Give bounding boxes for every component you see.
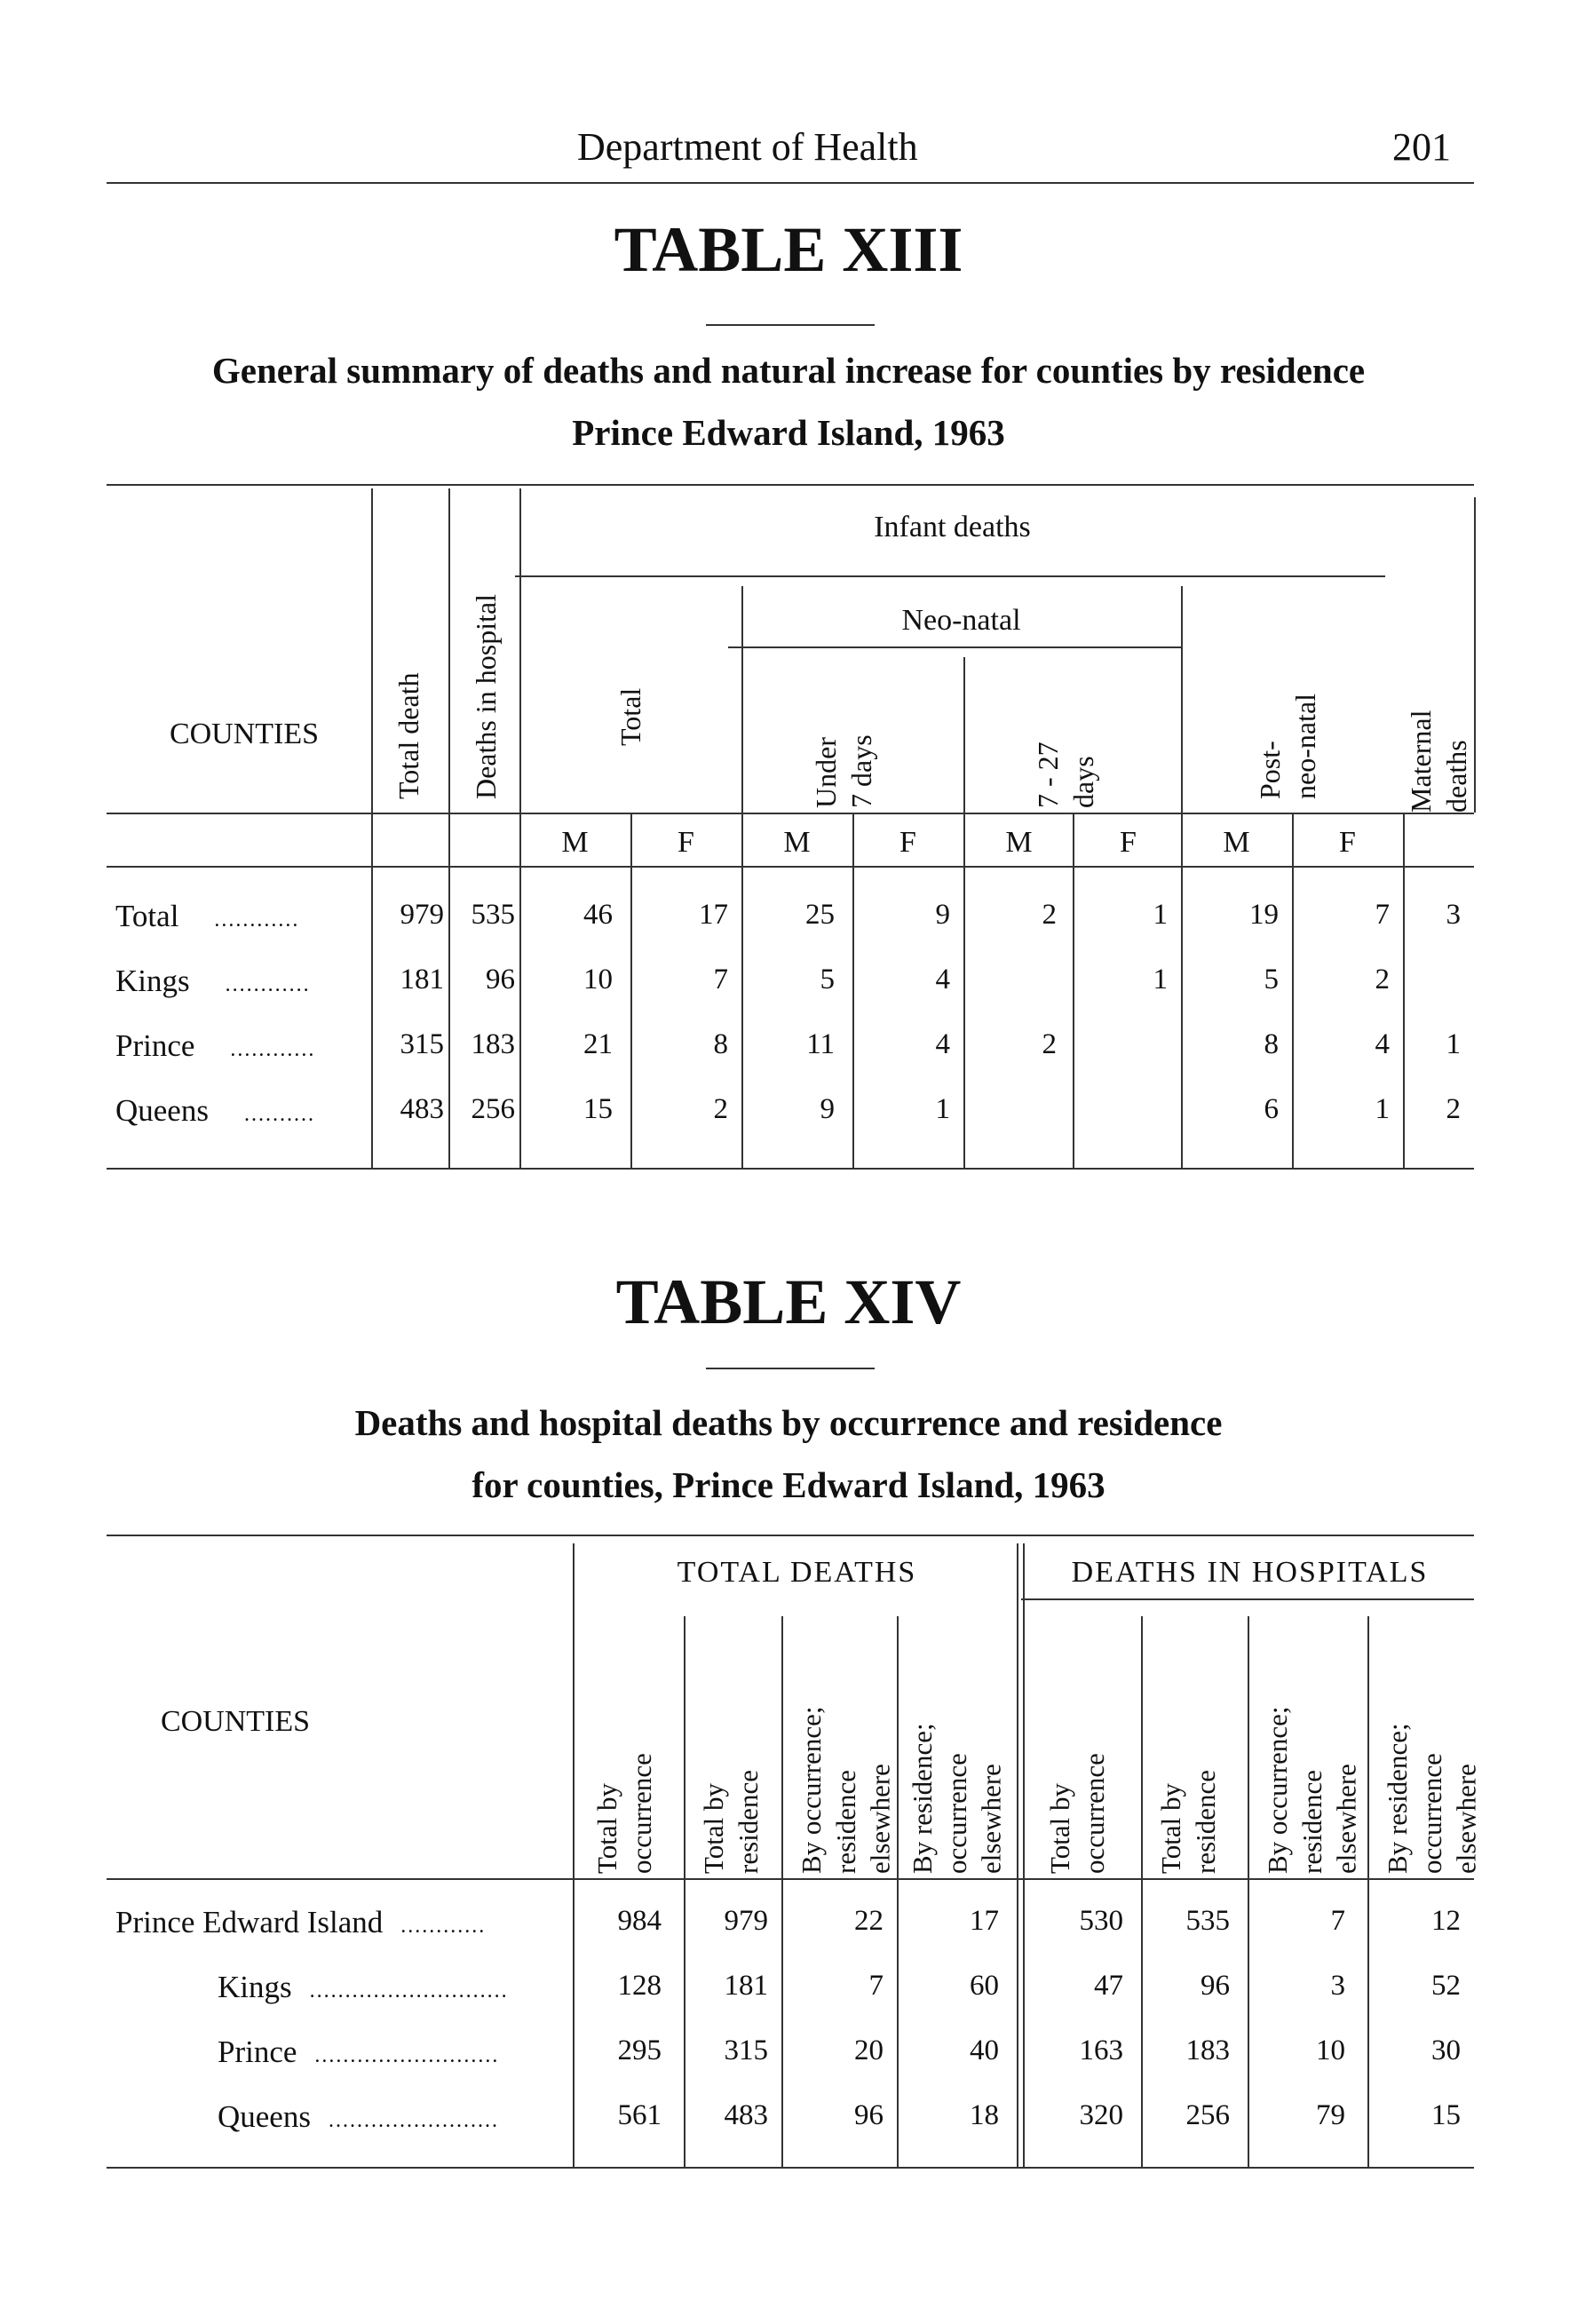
table13-col-7-27: 7 - 27 days bbox=[1032, 742, 1099, 808]
table14-counties-header: COUNTIES bbox=[160, 1705, 311, 1738]
table13-col-under7: Under 7 days bbox=[810, 734, 877, 808]
table-row-label bbox=[218, 1970, 509, 2005]
table-cell: 10 bbox=[1316, 2034, 1345, 2066]
table-cell: 18 bbox=[970, 2099, 999, 2131]
table13-infant-deaths-header: Infant deaths bbox=[874, 511, 1031, 543]
table-cell: 535 bbox=[1185, 1905, 1230, 1937]
table-cell: 40 bbox=[970, 2034, 999, 2066]
table-cell: 8 bbox=[1264, 1028, 1279, 1060]
table13-neonatal-rule bbox=[728, 646, 1181, 648]
table14-column-header: By occurrence; residence elsewhere bbox=[1262, 1706, 1362, 1874]
table-cell: 295 bbox=[617, 2034, 662, 2066]
leader-dots: .......... bbox=[243, 1103, 315, 1126]
table-cell: 2 bbox=[1042, 899, 1057, 931]
table-cell: 2 bbox=[1375, 964, 1390, 995]
table-cell: 3 bbox=[1446, 899, 1461, 931]
table13-sex-label: F bbox=[1339, 826, 1356, 859]
table-cell: 1 bbox=[1375, 1093, 1390, 1125]
table13-col-maternal: Maternal deaths bbox=[1405, 710, 1472, 813]
table13-sex-label: M bbox=[783, 826, 811, 859]
table-cell: 7 bbox=[1375, 899, 1390, 931]
table-cell: 183 bbox=[471, 1028, 515, 1060]
table-cell: 984 bbox=[617, 1905, 662, 1937]
table-cell: 25 bbox=[805, 899, 835, 931]
table-row-label bbox=[115, 1028, 315, 1064]
table14-column-header: Total by residence bbox=[1155, 1769, 1221, 1874]
running-title: Department of Health bbox=[577, 125, 918, 169]
table13-bottom-rule bbox=[107, 1168, 1474, 1170]
table-cell: 15 bbox=[1431, 2099, 1461, 2131]
table13-sex-label: F bbox=[1120, 826, 1137, 859]
table-cell: 8 bbox=[713, 1028, 728, 1060]
table13-caption-line2: Prince Edward Island, 1963 bbox=[572, 412, 1005, 453]
county-name: Prince bbox=[115, 1028, 195, 1063]
page-number: 201 bbox=[1392, 125, 1451, 169]
table-cell: 96 bbox=[1201, 1970, 1230, 2002]
table-cell: 163 bbox=[1079, 2034, 1123, 2066]
table-cell: 7 bbox=[868, 1970, 884, 2002]
table14-column-header: Total by occurrence bbox=[591, 1753, 657, 1874]
table-row-label bbox=[115, 1905, 486, 1940]
table13-sex-label: F bbox=[899, 826, 916, 859]
table-cell: 1 bbox=[1446, 1028, 1461, 1060]
table-cell: 979 bbox=[400, 899, 444, 931]
table-row-label bbox=[115, 899, 299, 934]
table13-title: TABLE XIII bbox=[614, 214, 963, 285]
table14-caption-line2: for counties, Prince Edward Island, 1963 bbox=[472, 1464, 1105, 1505]
table14-header-bottom-rule bbox=[107, 1878, 1474, 1880]
table14-title-rule bbox=[706, 1368, 875, 1369]
table14-bottom-rule bbox=[107, 2167, 1474, 2169]
table14-column-header: By residence; occurrence elsewhere bbox=[1382, 1723, 1482, 1874]
header-rule bbox=[107, 182, 1474, 184]
table-cell: 22 bbox=[854, 1905, 884, 1937]
table-cell: 2 bbox=[1042, 1028, 1057, 1060]
table-cell: 181 bbox=[400, 964, 444, 995]
table-cell: 128 bbox=[617, 1970, 662, 2002]
table13-counties-header: COUNTIES bbox=[169, 718, 320, 750]
table-cell: 535 bbox=[471, 899, 515, 931]
table-cell: 256 bbox=[471, 1093, 515, 1125]
table-cell: 4 bbox=[935, 964, 950, 995]
table-cell: 12 bbox=[1431, 1905, 1461, 1937]
table14-column-header: By occurrence; residence elsewhere bbox=[796, 1706, 896, 1874]
table-cell: 47 bbox=[1094, 1970, 1123, 2002]
leader-dots: ........................ bbox=[328, 2109, 499, 2132]
leader-dots: ............ bbox=[230, 1038, 316, 1061]
table-cell: 52 bbox=[1431, 1970, 1461, 2002]
table-cell: 96 bbox=[854, 2099, 884, 2131]
leader-dots: ............................ bbox=[309, 1979, 509, 2003]
table14-hospital-deaths-header: DEATHS IN HOSPITALS bbox=[1071, 1556, 1429, 1589]
table-cell: 17 bbox=[699, 899, 728, 931]
table-cell: 2 bbox=[1446, 1093, 1461, 1125]
table-cell: 17 bbox=[970, 1905, 999, 1937]
table13-col-deaths-hospital: Deaths in hospital bbox=[470, 593, 502, 799]
table-cell: 20 bbox=[854, 2034, 884, 2066]
leader-dots: ............ bbox=[214, 908, 300, 932]
table-cell: 7 bbox=[713, 964, 728, 995]
table13-col-total-death: Total death bbox=[392, 672, 424, 799]
table-cell: 320 bbox=[1079, 2099, 1123, 2131]
table-cell: 1 bbox=[1153, 964, 1168, 995]
table-cell: 7 bbox=[1330, 1905, 1345, 1937]
table13-header-bottom-rule bbox=[107, 813, 1474, 814]
county-name: Kings bbox=[218, 1970, 292, 2004]
table14-top-rule bbox=[107, 1535, 1474, 1536]
table13-sex-rule bbox=[107, 866, 1474, 868]
table-cell: 561 bbox=[617, 2099, 662, 2131]
table-cell: 9 bbox=[935, 899, 950, 931]
table-cell: 183 bbox=[1185, 2034, 1230, 2066]
table14-total-deaths-header: TOTAL DEATHS bbox=[677, 1556, 917, 1589]
table-cell: 96 bbox=[486, 964, 515, 995]
table-row-label bbox=[218, 2034, 499, 2070]
table13-sex-label: M bbox=[1005, 826, 1033, 859]
table-row-label bbox=[115, 964, 311, 999]
table-cell: 2 bbox=[713, 1093, 728, 1125]
table-cell: 60 bbox=[970, 1970, 999, 2002]
table-cell: 979 bbox=[724, 1905, 768, 1937]
table13-sex-label: F bbox=[678, 826, 694, 859]
table-cell: 15 bbox=[583, 1093, 613, 1125]
table14-caption-line1: Deaths and hospital deaths by occurrence and residence bbox=[354, 1402, 1223, 1443]
table14-hosp-group-rule bbox=[1021, 1598, 1474, 1600]
table-row-label bbox=[218, 2099, 499, 2135]
table-cell: 79 bbox=[1316, 2099, 1345, 2131]
table-cell: 181 bbox=[724, 1970, 768, 2002]
table-cell: 483 bbox=[400, 1093, 444, 1125]
table-cell: 5 bbox=[820, 964, 835, 995]
table-cell: 5 bbox=[1264, 964, 1279, 995]
county-name: Prince bbox=[218, 2034, 297, 2069]
table-cell: 9 bbox=[820, 1093, 835, 1125]
table-cell: 256 bbox=[1185, 2099, 1230, 2131]
table-cell: 30 bbox=[1431, 2034, 1461, 2066]
table-row-label bbox=[115, 1093, 315, 1129]
leader-dots: .......................... bbox=[314, 2044, 500, 2067]
county-name: Queens bbox=[218, 2099, 311, 2134]
table13-title-rule bbox=[706, 324, 875, 326]
table-cell: 483 bbox=[724, 2099, 768, 2131]
table14-column-header: Total by occurrence bbox=[1044, 1753, 1110, 1874]
table13-infant-rule bbox=[515, 575, 1385, 577]
table13-col-post-neonatal: Post- neo-natal bbox=[1254, 693, 1321, 799]
table-cell: 4 bbox=[935, 1028, 950, 1060]
county-name: Prince Edward Island bbox=[115, 1905, 384, 1939]
county-name: Kings bbox=[115, 964, 190, 998]
table-cell: 46 bbox=[583, 899, 613, 931]
table13-sex-label: M bbox=[561, 826, 589, 859]
table14-title: TABLE XIV bbox=[615, 1266, 962, 1337]
leader-dots: ............ bbox=[400, 1915, 487, 1938]
table-cell: 1 bbox=[1153, 899, 1168, 931]
table-cell: 1 bbox=[935, 1093, 950, 1125]
table14-column-header: Total by residence bbox=[698, 1769, 764, 1874]
table-cell: 21 bbox=[583, 1028, 613, 1060]
table-cell: 6 bbox=[1264, 1093, 1279, 1125]
county-name: Queens bbox=[115, 1093, 209, 1128]
table-cell: 10 bbox=[583, 964, 613, 995]
table-cell: 530 bbox=[1079, 1905, 1123, 1937]
table-cell: 4 bbox=[1375, 1028, 1390, 1060]
table13-neonatal-header: Neo-natal bbox=[901, 604, 1021, 637]
county-name: Total bbox=[115, 899, 179, 933]
table13-top-rule bbox=[107, 484, 1474, 486]
table13-sex-label: M bbox=[1223, 826, 1250, 859]
table-cell: 315 bbox=[400, 1028, 444, 1060]
leader-dots: ............ bbox=[225, 973, 311, 996]
table-cell: 315 bbox=[724, 2034, 768, 2066]
table13-col-total: Total bbox=[614, 687, 646, 746]
table-cell: 3 bbox=[1330, 1970, 1345, 2002]
table-cell: 19 bbox=[1249, 899, 1279, 931]
table13-caption-line1: General summary of deaths and natural increase for counties by residence bbox=[211, 350, 1366, 391]
table-cell: 11 bbox=[806, 1028, 835, 1060]
table14-column-header: By residence; occurrence elsewhere bbox=[907, 1723, 1007, 1874]
